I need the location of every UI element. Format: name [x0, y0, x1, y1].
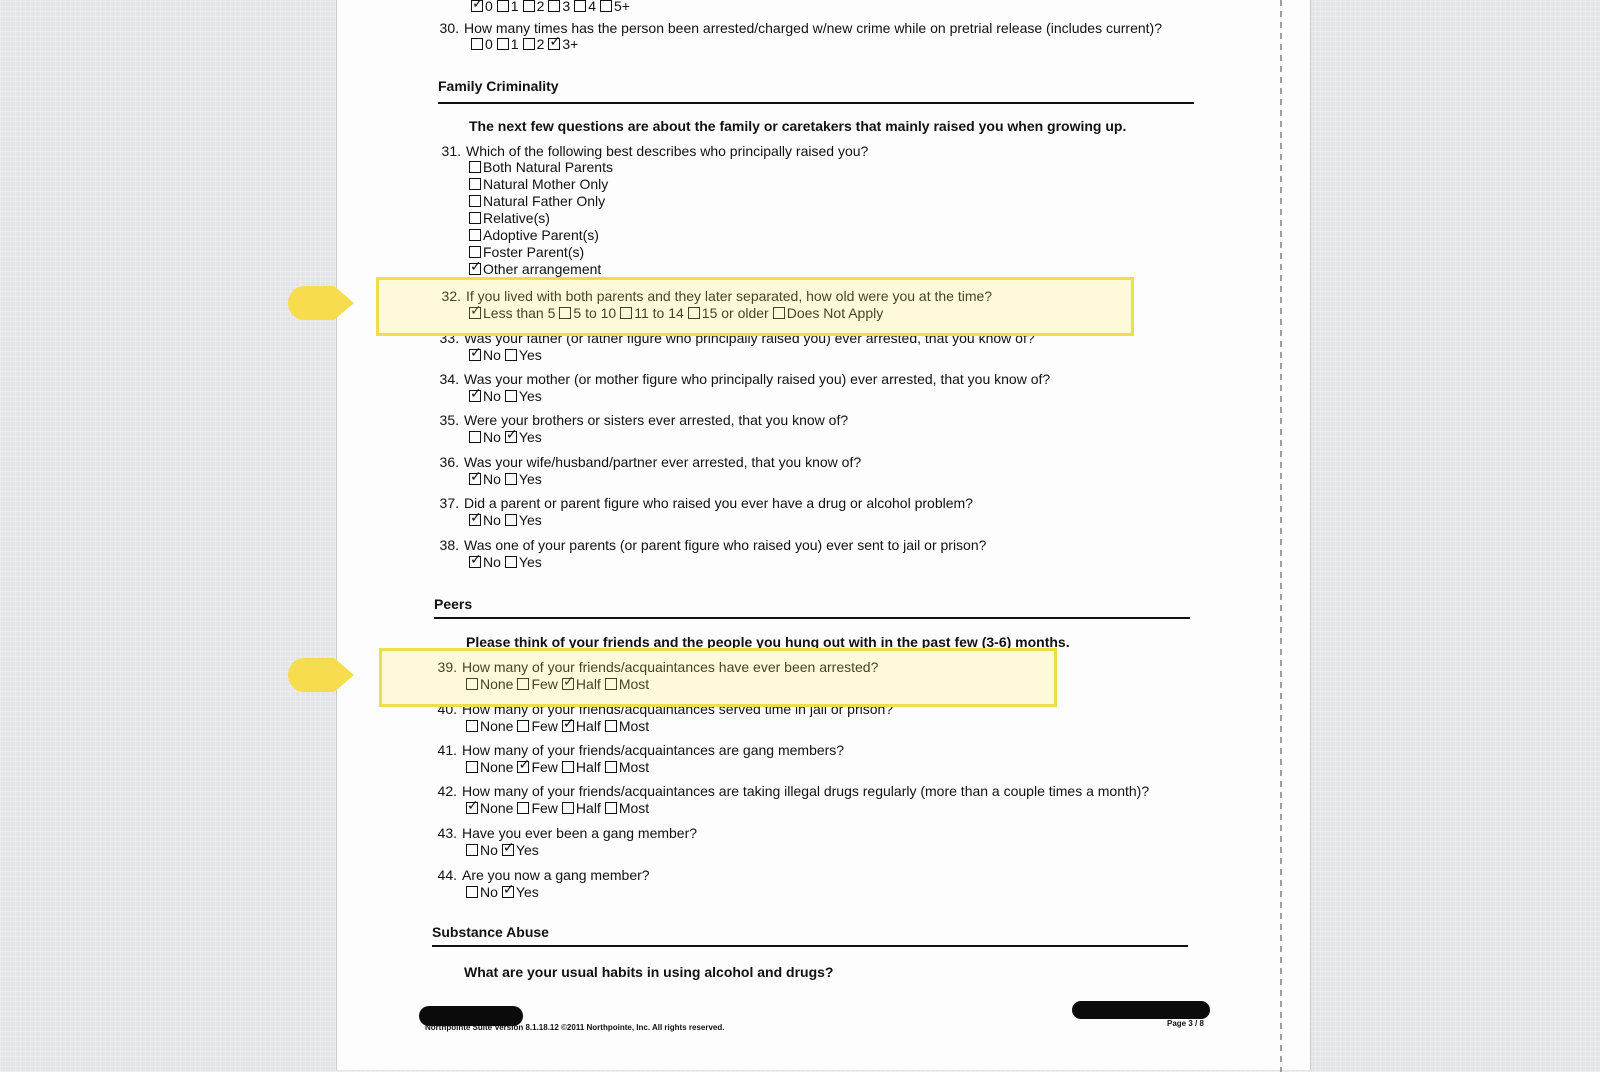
checkbox-option[interactable]: [562, 800, 601, 816]
option-label: Yes: [518, 471, 542, 487]
checkbox-icon[interactable]: [469, 246, 481, 258]
section-title-family: Family Criminality: [438, 78, 559, 94]
checkbox-option[interactable]: [523, 36, 545, 52]
option-label: No: [483, 471, 501, 487]
option-label: Other arrangement: [483, 261, 602, 277]
option-label: Foster Parent(s): [483, 244, 585, 260]
checkbox-option[interactable]: [605, 800, 649, 816]
checkbox-option[interactable]: [574, 0, 596, 14]
checkbox-option[interactable]: [469, 512, 501, 528]
checkbox-icon[interactable]: [466, 844, 478, 856]
option-label: 0: [485, 0, 493, 14]
checkbox-option[interactable]: [562, 718, 601, 734]
checkbox-option[interactable]: [505, 388, 542, 404]
checkbox-icon[interactable]: [605, 802, 617, 814]
options-34: [469, 388, 546, 405]
checkbox-icon[interactable]: [505, 349, 517, 361]
option-label: Adoptive Parent(s): [483, 227, 599, 243]
option-label: Both Natural Parents: [483, 159, 613, 175]
checked-box-icon[interactable]: [469, 514, 481, 526]
options-38: [469, 554, 546, 571]
option-label: 2: [536, 0, 545, 14]
question-43: 43. Have you ever been a gang member?: [437, 825, 698, 841]
options-37: [469, 512, 546, 529]
checkbox-icon[interactable]: [505, 390, 517, 402]
option-label: No: [483, 347, 501, 363]
checkbox-icon[interactable]: [466, 720, 478, 732]
checkbox-option[interactable]: [466, 884, 498, 900]
option-label: Most: [618, 718, 650, 734]
option-label: 4: [588, 0, 596, 14]
section-intro-substance: What are your usual habits in using alcohol and drugs?: [464, 964, 834, 980]
option-label: 3: [562, 0, 571, 14]
checkbox-icon[interactable]: [600, 0, 612, 12]
checkbox-option[interactable]: [505, 347, 542, 363]
checked-box-icon[interactable]: [548, 38, 560, 50]
checkbox-option[interactable]: [469, 244, 613, 260]
option-label: Natural Mother Only: [483, 176, 609, 192]
checkbox-option[interactable]: [517, 718, 557, 734]
options-top: [471, 0, 634, 15]
option-label: Half: [575, 800, 601, 816]
footer-copyright: Northpointe Suite Version 8.1.18.12 ©2011 Northpointe, Inc. All rights reserved.: [425, 1023, 725, 1032]
question-35: 35. Were your brothers or sisters ever arrested, that you know of?: [439, 412, 849, 428]
question-text: How many of your friends/acquaintances have ever been arrested?: [462, 659, 879, 675]
checked-box-icon[interactable]: [502, 844, 514, 856]
option-label: No: [480, 842, 498, 858]
checkbox-icon[interactable]: [469, 212, 481, 224]
option-label: Few: [531, 759, 558, 775]
question-42: 42. How many of your friends/acquaintances are taking illegal drugs regularly (more than a couple times a month)?: [437, 783, 1150, 799]
option-label: Few: [531, 718, 558, 734]
option-label: 0: [485, 36, 493, 52]
checkbox-icon[interactable]: [548, 0, 560, 12]
checkbox-option[interactable]: [469, 554, 501, 570]
checked-box-icon[interactable]: [502, 886, 514, 898]
option-label: Yes: [515, 884, 539, 900]
checkbox-option[interactable]: [505, 429, 542, 445]
checked-box-icon[interactable]: [466, 802, 478, 814]
arrow-marker-icon: [288, 286, 354, 320]
checkbox-icon[interactable]: [471, 38, 483, 50]
checkbox-option[interactable]: [469, 227, 613, 243]
option-label: Relative(s): [483, 210, 550, 226]
checkbox-icon[interactable]: [517, 802, 529, 814]
checkbox-option[interactable]: [523, 0, 545, 14]
option-label: No: [480, 884, 498, 900]
question-text: How many times has the person been arrested/charged w/new crime while on pretrial release (includes current)?: [464, 20, 1162, 36]
checked-box-icon[interactable]: [471, 0, 483, 12]
checkbox-option[interactable]: [471, 0, 493, 14]
checkbox-option[interactable]: [469, 193, 613, 209]
checkbox-option[interactable]: [466, 842, 498, 858]
checkbox-icon[interactable]: [562, 761, 574, 773]
checkbox-option[interactable]: [469, 159, 613, 175]
document-page: [336, 0, 1311, 1070]
scan-artifact-line: [1280, 0, 1282, 1072]
options-42: [466, 800, 653, 817]
option-label: None: [480, 676, 514, 692]
checked-box-icon[interactable]: [469, 556, 481, 568]
question-33: 33. Was your father (or father figure who principally raised you) ever arrested, that you know of?: [439, 330, 1035, 346]
checkbox-icon[interactable]: [466, 761, 478, 773]
option-label: No: [483, 554, 501, 570]
checked-box-icon[interactable]: [562, 720, 574, 732]
option-label: Does Not Apply: [786, 305, 884, 321]
checkbox-option[interactable]: [469, 347, 501, 363]
question-text: Was your father (or father figure who principally raised you) ever arrested, that you know of?: [464, 330, 1035, 346]
option-label: Yes: [518, 347, 542, 363]
checkbox-option[interactable]: [600, 0, 630, 14]
option-label: 11 to 14: [634, 305, 684, 321]
option-label: Most: [618, 676, 650, 692]
question-text: Did a parent or parent figure who raised you ever have a drug or alcohol problem?: [464, 495, 973, 511]
highlight-question-32: [376, 277, 1134, 336]
checkbox-option[interactable]: [517, 759, 557, 775]
option-label: 15 or older: [701, 305, 769, 321]
checked-box-icon[interactable]: [517, 761, 529, 773]
checkbox-icon[interactable]: [469, 178, 481, 190]
option-label: 2: [536, 36, 545, 52]
checkbox-option[interactable]: [605, 759, 649, 775]
footer-page-number: Page 3 / 8: [1167, 1019, 1204, 1028]
checkbox-option[interactable]: [497, 0, 519, 14]
question-text: If you lived with both parents and they later separated, how old were you at the time?: [466, 288, 993, 304]
option-label: Half: [575, 676, 601, 692]
checkbox-icon[interactable]: [466, 886, 478, 898]
checkbox-icon[interactable]: [523, 0, 535, 12]
section-rule: [438, 102, 1194, 104]
checkbox-icon[interactable]: [469, 229, 481, 241]
checkbox-option[interactable]: [469, 261, 613, 277]
question-text: How many of your friends/acquaintances are taking illegal drugs regularly (more than a couple times a month)?: [462, 783, 1150, 799]
options-35: [469, 429, 546, 446]
option-label: Yes: [518, 388, 542, 404]
checkbox-option[interactable]: [548, 36, 578, 52]
question-text: Were your brothers or sisters ever arrested, that you know of?: [464, 412, 849, 428]
question-text: Are you now a gang member?: [462, 867, 650, 883]
question-text: Was your mother (or mother figure who principally raised you) ever arrested, that you know of?: [464, 371, 1051, 387]
option-label: Less than 5: [483, 305, 556, 321]
option-label: 1: [510, 0, 519, 14]
checkbox-icon[interactable]: [605, 761, 617, 773]
checkbox-icon[interactable]: [497, 38, 509, 50]
checkbox-option[interactable]: [505, 554, 542, 570]
option-label: Most: [618, 800, 650, 816]
section-title-peers: Peers: [434, 596, 473, 612]
checked-box-icon[interactable]: [505, 431, 517, 443]
question-text: Was your wife/husband/partner ever arrested, that you know of?: [464, 454, 862, 470]
checked-box-icon[interactable]: [469, 349, 481, 361]
checkbox-option[interactable]: [548, 0, 570, 14]
question-37: 37. Did a parent or parent figure who raised you ever have a drug or alcohol problem?: [439, 495, 973, 511]
question-38: 38. Was one of your parents (or parent figure who raised you) ever sent to jail or prison?: [439, 537, 987, 553]
section-title-substance: Substance Abuse: [432, 924, 549, 940]
option-label: None: [480, 759, 514, 775]
checkbox-option[interactable]: [466, 800, 513, 816]
checkbox-option[interactable]: [497, 36, 519, 52]
question-40: 40. How many of your friends/acquaintances served time in jail or prison?: [437, 701, 894, 717]
question-text: Was one of your parents (or parent figure who raised you) ever sent to jail or prison?: [464, 537, 987, 553]
option-label: No: [483, 512, 501, 528]
question-text: Which of the following best describes who principally raised you?: [466, 143, 869, 159]
checkbox-option[interactable]: [605, 718, 649, 734]
option-label: Few: [531, 800, 558, 816]
checkbox-icon[interactable]: [505, 514, 517, 526]
question-39: 39. How many of your friends/acquaintances have ever been arrested?: [437, 659, 879, 675]
form-content: [337, 0, 1310, 1070]
arrow-marker-icon: [288, 658, 354, 692]
question-32: 32. If you lived with both parents and they later separated, how old were you at the time?: [441, 288, 993, 304]
option-label: 5 to 10: [573, 305, 617, 321]
option-label: Most: [618, 759, 650, 775]
checkbox-option[interactable]: [469, 471, 501, 487]
checkbox-option[interactable]: [502, 842, 539, 858]
highlight-question-39: [379, 648, 1057, 707]
question-30: 30. How many times has the person been arrested/charged w/new crime while on pretrial release (includes current)?: [439, 20, 1162, 36]
checkbox-icon[interactable]: [517, 720, 529, 732]
checkbox-option[interactable]: [469, 388, 501, 404]
checkbox-icon[interactable]: [505, 473, 517, 485]
checkbox-icon[interactable]: [523, 38, 535, 50]
option-label: 5+: [613, 0, 630, 14]
checkbox-icon[interactable]: [562, 802, 574, 814]
options-44: [466, 884, 543, 901]
checked-box-icon[interactable]: [469, 390, 481, 402]
checkbox-icon[interactable]: [469, 161, 481, 173]
checkbox-icon[interactable]: [574, 0, 586, 12]
option-label: 3+: [562, 36, 579, 52]
checkbox-option[interactable]: [471, 36, 493, 52]
option-label: Half: [575, 759, 601, 775]
options-33: [469, 347, 546, 364]
option-label: Yes: [515, 842, 539, 858]
question-41: 41. How many of your friends/acquaintances are gang members?: [437, 742, 845, 758]
options-30: [471, 36, 582, 53]
option-label: None: [480, 800, 514, 816]
question-text: Have you ever been a gang member?: [462, 825, 698, 841]
checkbox-icon[interactable]: [469, 195, 481, 207]
option-label: No: [483, 429, 501, 445]
section-intro-family: The next few questions are about the family or caretakers that mainly raised you when growing up.: [469, 118, 1127, 134]
option-label: Few: [531, 676, 558, 692]
checkbox-option[interactable]: [505, 471, 542, 487]
section-rule: [434, 617, 1190, 619]
options-43: [466, 842, 543, 859]
option-label: Yes: [518, 429, 542, 445]
question-text: How many of your friends/acquaintances served time in jail or prison?: [462, 701, 894, 717]
question-36: 36. Was your wife/husband/partner ever arrested, that you know of?: [439, 454, 862, 470]
option-label: Natural Father Only: [483, 193, 606, 209]
question-34: 34. Was your mother (or mother figure who principally raised you) ever arrested, that you know of?: [439, 371, 1051, 387]
checkbox-option[interactable]: [469, 429, 501, 445]
checkbox-option[interactable]: [505, 512, 542, 528]
option-label: 1: [510, 36, 519, 52]
question-31: 31. Which of the following best describes who principally raised you?: [441, 143, 869, 159]
checkbox-icon[interactable]: [469, 431, 481, 443]
options-40: [466, 718, 653, 735]
checkbox-option[interactable]: [562, 759, 601, 775]
question-44: 44. Are you now a gang member?: [437, 867, 650, 883]
checkbox-option[interactable]: [466, 718, 513, 734]
options-31: [469, 159, 613, 278]
checkbox-icon[interactable]: [605, 720, 617, 732]
checkbox-option[interactable]: [469, 210, 613, 226]
option-label: Yes: [518, 512, 542, 528]
options-41: [466, 759, 653, 776]
checkbox-option[interactable]: [502, 884, 539, 900]
options-36: [469, 471, 546, 488]
checkbox-option[interactable]: [466, 759, 513, 775]
question-text: How many of your friends/acquaintances are gang members?: [462, 742, 845, 758]
checkbox-icon[interactable]: [497, 0, 509, 12]
section-rule: [432, 945, 1188, 947]
option-label: Half: [575, 718, 601, 734]
option-label: No: [483, 388, 501, 404]
option-label: None: [480, 718, 514, 734]
option-label: Yes: [518, 554, 542, 570]
section-intro-peers: Please think of your friends and the people you hung out with in the past few (3-6) months.: [466, 634, 1070, 650]
checkbox-icon[interactable]: [505, 556, 517, 568]
checkbox-option[interactable]: [517, 800, 557, 816]
checked-box-icon[interactable]: [469, 263, 481, 275]
redaction-right: [1072, 1001, 1210, 1019]
checkbox-option[interactable]: [469, 176, 613, 192]
checked-box-icon[interactable]: [469, 473, 481, 485]
